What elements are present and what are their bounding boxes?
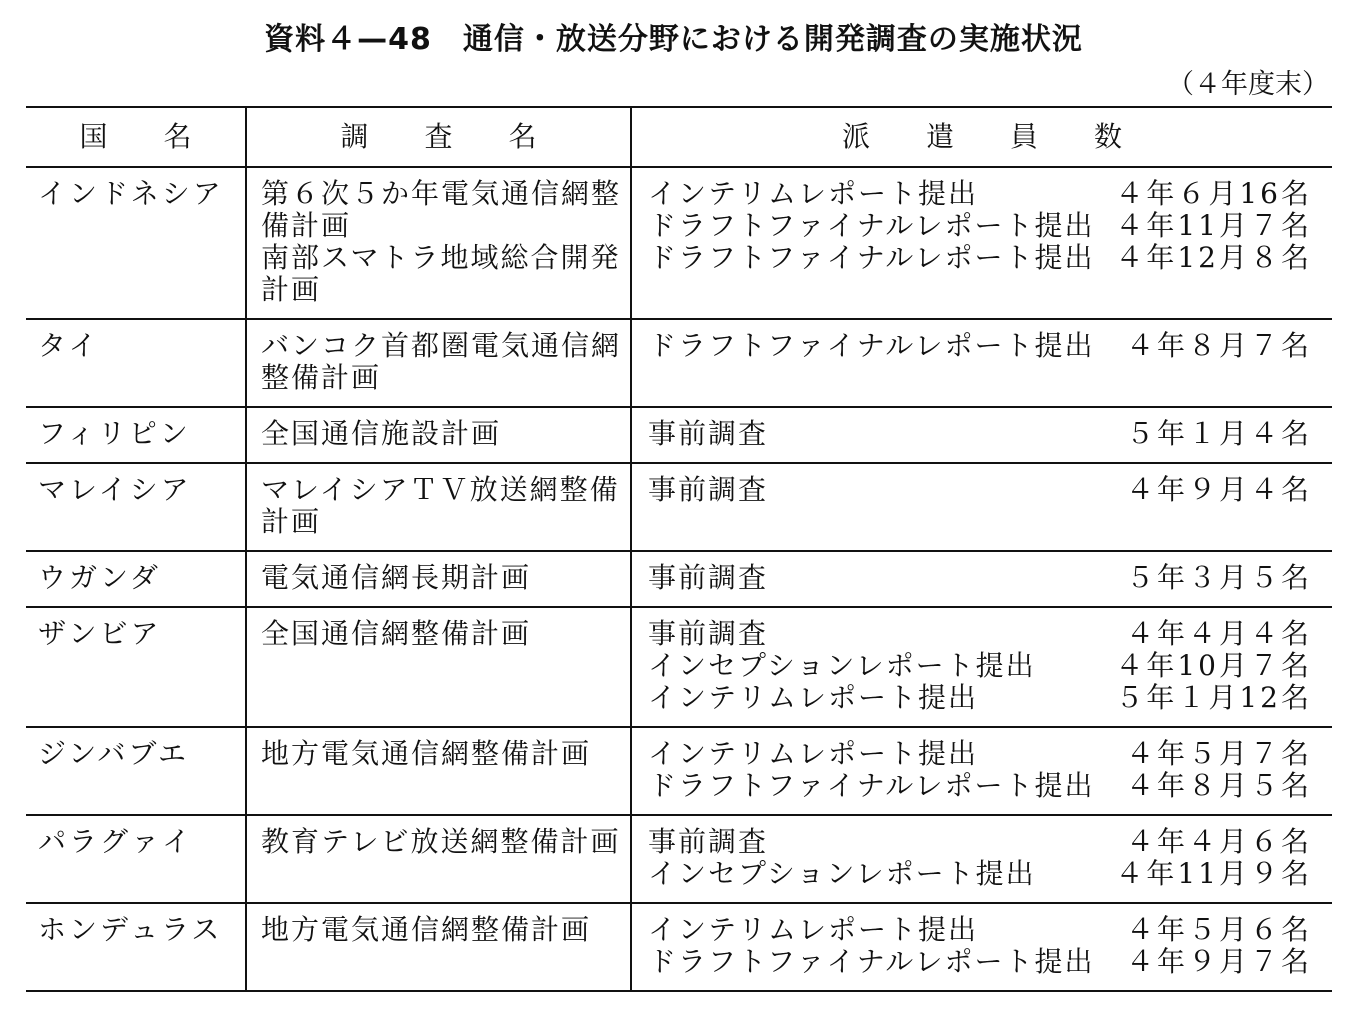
country-cell: フィリピン	[26, 407, 246, 463]
report-stage: ドラフトファイナルレポート提出	[648, 209, 1095, 242]
dispatch-date-count: ４年８月７名	[1125, 329, 1312, 362]
report-stage: 事前調査	[648, 825, 769, 858]
dispatch-detail-cell	[631, 607, 1332, 727]
report-stage: インテリムレポート提出	[648, 737, 979, 770]
dispatch-entry	[648, 914, 1312, 946]
country-cell: インドネシア	[26, 167, 246, 319]
dispatch-entry	[648, 242, 1312, 274]
survey-name: 第６次５か年電気通信網整備計画	[261, 177, 622, 242]
dispatch-date-count: ４年11月９名	[1115, 857, 1312, 890]
dispatch-date-count: ４年12月８名	[1115, 241, 1312, 274]
table-row	[26, 463, 1332, 551]
dispatch-entry	[648, 562, 1312, 594]
country-cell: ザンビア	[26, 607, 246, 727]
dispatch-entry	[648, 770, 1312, 802]
header-dispatched-staff: 派 遣 員 数	[841, 120, 1122, 153]
dispatch-detail-cell	[631, 551, 1332, 607]
dispatch-entry	[648, 682, 1312, 714]
table-row	[26, 407, 1332, 463]
dispatch-detail-cell	[631, 319, 1332, 407]
dispatch-date-count: ４年10月７名	[1115, 649, 1312, 682]
dispatch-entry	[648, 650, 1312, 682]
country-cell: パラグァイ	[26, 815, 246, 903]
survey-name: 南部スマトラ地域総合開発計画	[261, 241, 621, 306]
report-stage: 事前調査	[648, 561, 769, 594]
dispatch-entry	[648, 858, 1312, 890]
dispatch-date-count: ４年９月７名	[1125, 945, 1312, 978]
table-body	[26, 167, 1332, 991]
survey-name-cell	[246, 607, 631, 727]
survey-name-cell	[246, 319, 631, 407]
dispatch-date-count: ５年１月４名	[1125, 417, 1312, 450]
dispatch-entry	[648, 210, 1312, 242]
page-title: 資料４—48 通信・放送分野における開発調査の実施状況	[264, 22, 1083, 57]
dispatch-detail-cell	[631, 463, 1332, 551]
country-cell: ホンデュラス	[26, 903, 246, 991]
dispatch-date-count: ４年５月７名	[1125, 737, 1312, 770]
dispatch-detail-cell	[631, 727, 1332, 815]
survey-name: 地方電気通信網整備計画	[261, 737, 592, 770]
survey-name-cell	[246, 167, 631, 319]
country-cell: マレイシア	[26, 463, 246, 551]
survey-table	[26, 106, 1332, 992]
dispatch-date-count: ４年５月６名	[1125, 913, 1312, 946]
report-stage: 事前調査	[648, 417, 769, 450]
survey-name-cell	[246, 727, 631, 815]
dispatch-date-count: ５年３月５名	[1125, 561, 1312, 594]
table-row	[26, 903, 1332, 991]
table-row	[26, 167, 1332, 319]
dispatch-entry	[648, 330, 1312, 362]
dispatch-date-count: ４年４月４名	[1125, 617, 1312, 650]
dispatch-date-count: ４年９月４名	[1125, 473, 1312, 506]
dispatch-detail-cell	[631, 167, 1332, 319]
table-row	[26, 551, 1332, 607]
survey-name: 全国通信施設計画	[261, 417, 502, 450]
dispatch-entry	[648, 474, 1312, 506]
dispatch-date-count: ５年１月12名	[1115, 681, 1312, 714]
survey-name: 全国通信網整備計画	[261, 617, 532, 650]
survey-name-cell	[246, 463, 631, 551]
report-stage: インテリムレポート提出	[648, 177, 979, 210]
report-stage: ドラフトファイナルレポート提出	[648, 945, 1095, 978]
dispatch-date-count: ４年４月６名	[1125, 825, 1312, 858]
report-stage: インテリムレポート提出	[648, 913, 979, 946]
table-row	[26, 607, 1332, 727]
table-row	[26, 727, 1332, 815]
dispatch-detail-cell	[631, 903, 1332, 991]
survey-name: 教育テレビ放送網整備計画	[261, 825, 621, 858]
header-survey-name: 調 査 名	[246, 107, 631, 167]
dispatch-date-count: ４年８月５名	[1125, 769, 1312, 802]
dispatch-entry	[648, 418, 1312, 450]
table-header-row	[26, 107, 1332, 167]
dispatch-entry	[648, 178, 1312, 210]
survey-name-cell	[246, 815, 631, 903]
table-row	[26, 319, 1332, 407]
country-cell: ジンバブエ	[26, 727, 246, 815]
dispatch-detail-cell	[631, 407, 1332, 463]
report-stage: 事前調査	[648, 473, 769, 506]
survey-name-cell	[246, 407, 631, 463]
survey-name-cell	[246, 903, 631, 991]
report-stage: ドラフトファイナルレポート提出	[648, 241, 1095, 274]
dispatch-detail-cell	[631, 815, 1332, 903]
survey-name: 地方電気通信網整備計画	[261, 913, 592, 946]
dispatch-entry	[648, 826, 1312, 858]
survey-name: マレイシアＴＶ放送網整備計画	[261, 473, 620, 538]
country-cell: タイ	[26, 319, 246, 407]
dispatch-date-count: ４年６月16名	[1115, 177, 1312, 210]
survey-name-cell	[246, 551, 631, 607]
report-stage: 事前調査	[648, 617, 769, 650]
report-stage: インセプションレポート提出	[648, 857, 1036, 890]
dispatch-date-count: ４年11月７名	[1115, 209, 1312, 242]
report-stage: インセプションレポート提出	[648, 649, 1036, 682]
table-row	[26, 815, 1332, 903]
report-stage: ドラフトファイナルレポート提出	[648, 769, 1095, 802]
dispatch-entry	[648, 738, 1312, 770]
survey-name: バンコク首都圏電気通信網整備計画	[261, 329, 622, 394]
dispatch-entry	[648, 618, 1312, 650]
fiscal-year-note: （４年度末）	[1167, 69, 1329, 100]
report-stage: インテリムレポート提出	[648, 681, 979, 714]
dispatch-entry	[648, 946, 1312, 978]
survey-name: 電気通信網長期計画	[261, 561, 532, 594]
report-stage: ドラフトファイナルレポート提出	[648, 329, 1095, 362]
country-cell: ウガンダ	[26, 551, 246, 607]
header-country: 国 名	[26, 107, 246, 167]
